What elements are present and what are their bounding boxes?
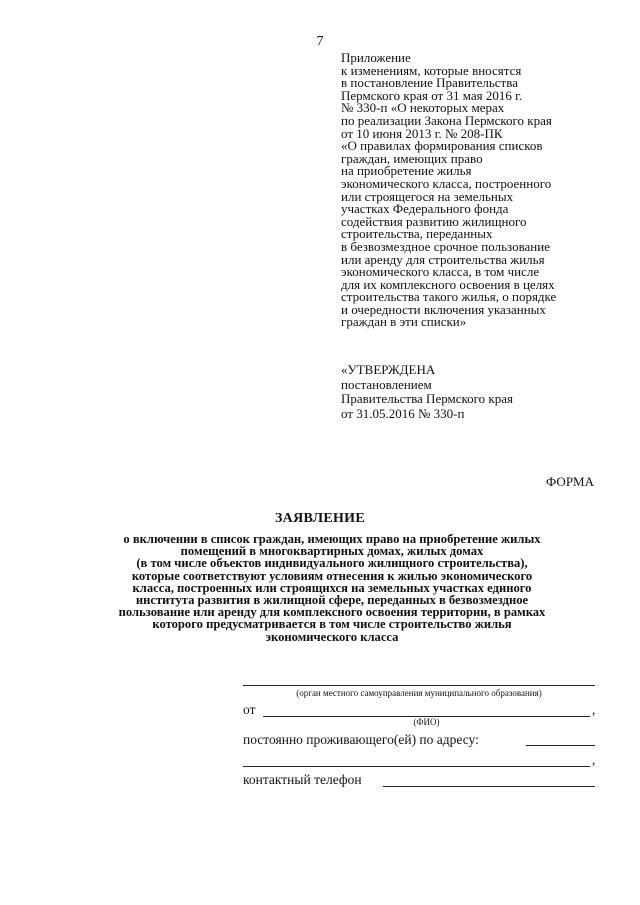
authority-input-line[interactable] — [243, 685, 595, 686]
document-subtitle — [62, 533, 602, 643]
fio-caption: (ФИО) — [413, 717, 440, 727]
appendix-line: по реализации Закона Пермского края — [341, 112, 552, 128]
address-label: постоянно проживающего(ей) по адресу: — [243, 732, 479, 747]
subtitle-line: пользование или аренду для комплексного освоения территории, в рамках — [118, 605, 546, 620]
appendix-line: строительства такого жилья, о порядке — [341, 289, 557, 305]
appendix-line: содействия развитию жилищного — [341, 213, 527, 229]
phone-input-line[interactable] — [383, 786, 595, 787]
appendix-line: Приложение — [341, 50, 411, 65]
appendix-line: № 330-п «О некоторых мерах — [341, 100, 505, 116]
subtitle-line: экономического класса — [265, 629, 399, 644]
appendix-line: экономического класса, построенного — [341, 175, 552, 191]
approved-line: Правительства Пермского края — [341, 391, 513, 406]
appendix-line: от 10 июня 2013 г. № 208-ПК — [341, 125, 503, 141]
subtitle-line: класса, построенных или строящихся на земельных участках единого — [132, 580, 532, 595]
appendix-line: для их комплексного освоения в целях — [341, 276, 555, 292]
appendix-line: в постановление Правительства — [341, 75, 518, 91]
page-number: 7 — [316, 34, 324, 49]
appendix-line: или аренду для строительства жилья — [341, 251, 545, 267]
address-input-line-2[interactable] — [243, 766, 590, 767]
subtitle-line: которого предусматривается в том числе строительство жилья — [152, 617, 512, 632]
subtitle-line: института развития в жилищной сфере, переданных в безвозмездное — [135, 593, 529, 608]
fio-comma: , — [592, 702, 596, 717]
approved-block — [341, 363, 611, 421]
appendix-line: и очередности включения указанных — [341, 301, 546, 317]
address-input-line-1[interactable] — [526, 745, 595, 746]
approved-line: постановлением — [341, 376, 432, 392]
from-label: от — [243, 702, 256, 717]
appendix-line: или строящегося на земельных — [341, 188, 514, 204]
appendix-block — [341, 52, 611, 329]
appendix-line: экономического класса, в том числе — [341, 264, 540, 280]
address-comma: , — [592, 752, 596, 767]
document-title: ЗАЯВЛЕНИЕ — [274, 511, 365, 526]
authority-caption: (орган местного самоуправления муниципального образования) — [296, 688, 542, 698]
approved-line: от 31.05.2016 № 330-п — [341, 405, 465, 421]
appendix-line: участках Федерального фонда — [341, 201, 509, 217]
phone-label: контактный телефон — [243, 772, 362, 787]
subtitle-line: (в том числе объектов индивидуального жилищного строительства), — [136, 556, 528, 571]
approved-line: «УТВЕРЖДЕНА — [341, 362, 436, 377]
appendix-line: на приобретение жилья — [341, 163, 472, 179]
subtitle-line: помещений в многоквартирных домах, жилых домах — [180, 544, 484, 559]
appendix-line: к изменениям, которые вносятся — [341, 62, 522, 78]
appendix-line: граждан, имеющих право — [341, 150, 483, 166]
appendix-line: строительства, переданных — [341, 226, 493, 242]
appendix-line: в безвозмездное срочное пользование — [341, 238, 550, 254]
subtitle-line: о включении в список граждан, имеющих право на приобретение жилых — [123, 532, 541, 546]
form-label: ФОРМА — [546, 474, 594, 489]
appendix-line: Пермского края от 31 мая 2016 г. — [341, 87, 523, 103]
appendix-line: граждан в эти списки» — [341, 314, 467, 330]
appendix-line: «О правилах формирования списков — [341, 138, 543, 154]
subtitle-line: которые соответствуют условиям отнесения к жилью экономического — [131, 568, 533, 583]
